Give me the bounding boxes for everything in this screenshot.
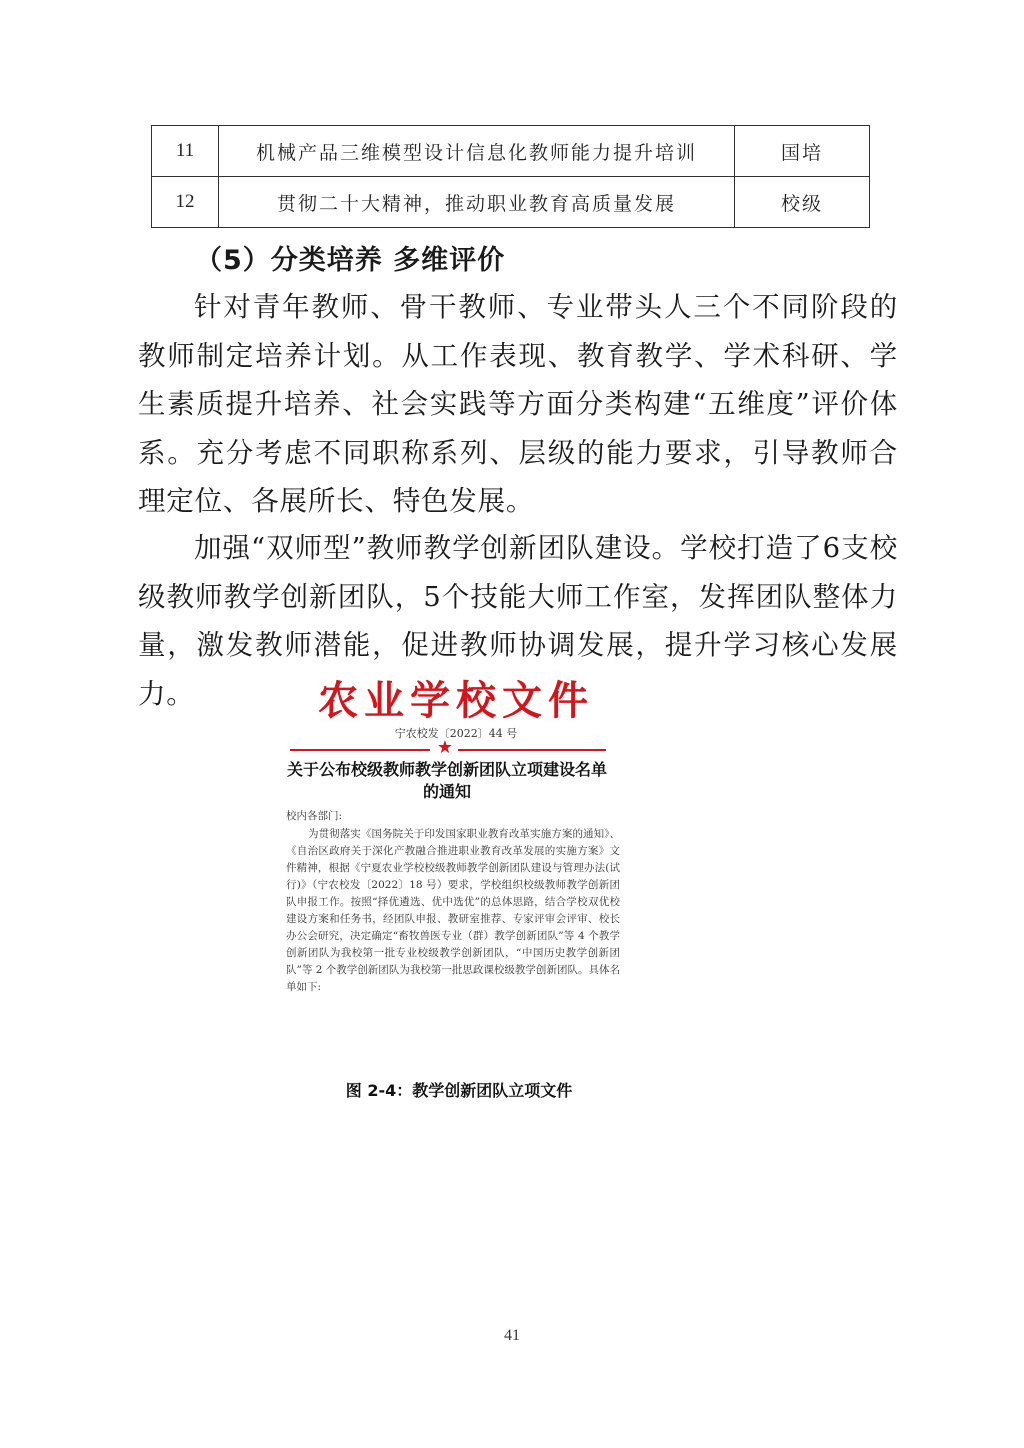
row-number: 11 xyxy=(152,126,219,177)
training-level: 国培 xyxy=(735,126,870,177)
figure-doc-number: 宁农校发〔2022〕44 号 xyxy=(394,727,518,740)
figure-caption: 图 2-4：教学创新团队立项文件 xyxy=(345,1081,573,1100)
training-name: 机械产品三维模型设计信息化教师能力提升培训 xyxy=(219,126,735,177)
row-number: 12 xyxy=(152,177,219,228)
paragraph-evaluation: 针对青年教师、骨干教师、专业带头人三个不同阶段的教师制定培养计划。从工作表现、教育教学、学术科研、学生素质提升培养、社会实践等方面分类构建“五维度”评价体系。充分考虑不同职称系列、层级的能力要求，引导教师合理定位、各展所长、特色发展。 xyxy=(138,291,898,517)
red-divider-left xyxy=(290,749,430,751)
figure-subject: 关于公布校级教师教学创新团队立项建设名单的通知 xyxy=(286,760,607,801)
section-heading: （5）分类培养 多维评价 xyxy=(195,245,506,276)
paragraph-innovation-teams: 加强“双师型”教师教学创新团队建设。学校打造了6支校级教师教学创新团队，5个技能大师工作室，发挥团队整体力量，激发教师潜能，促进教师协调发展，提升学习核心发展力。 xyxy=(138,532,898,710)
figure-addressee: 校内各部门: xyxy=(286,810,343,822)
star-icon: ★ xyxy=(436,737,454,758)
document-figure xyxy=(282,663,630,1065)
figure-body xyxy=(286,808,620,996)
training-level: 校级 xyxy=(735,177,870,228)
page-number: 41 xyxy=(504,1327,520,1344)
figure-body-text: 为贯彻落实《国务院关于印发国家职业教育改革实施方案的通知》、《自治区政府关于深化产教融合推进职业教育改革发展的实施方案》文件精神，根据《宁夏农业学校校级教师教学创新团队建设与管理办法(试行)》（宁农校发〔2022〕18 号）要求，学校组织校级教师教学创新团队申报工作。按照“择优遴选、优中选优”的总体思路，结合学校双优校建设方案和任务书，经团队申报、教研室推荐、专家评审会评审、校长办公会研究，决定确定“畜牧兽医专业（群）教学创新团队”等 4 个教学创新团队为我校第一批专业校级教学创新团队，“中国历史教学创新团队”等 2 个教学创新团队为我校第一批思政课校级教学创新团队。具体名单如下: xyxy=(286,828,620,993)
training-table xyxy=(151,125,870,228)
figure-doc-title: 农业学校文件 xyxy=(318,678,594,724)
training-name: 贯彻二十大精神，推动职业教育高质量发展 xyxy=(219,177,735,228)
table-row xyxy=(152,126,870,177)
table-row xyxy=(152,177,870,228)
red-divider-right xyxy=(458,749,606,751)
